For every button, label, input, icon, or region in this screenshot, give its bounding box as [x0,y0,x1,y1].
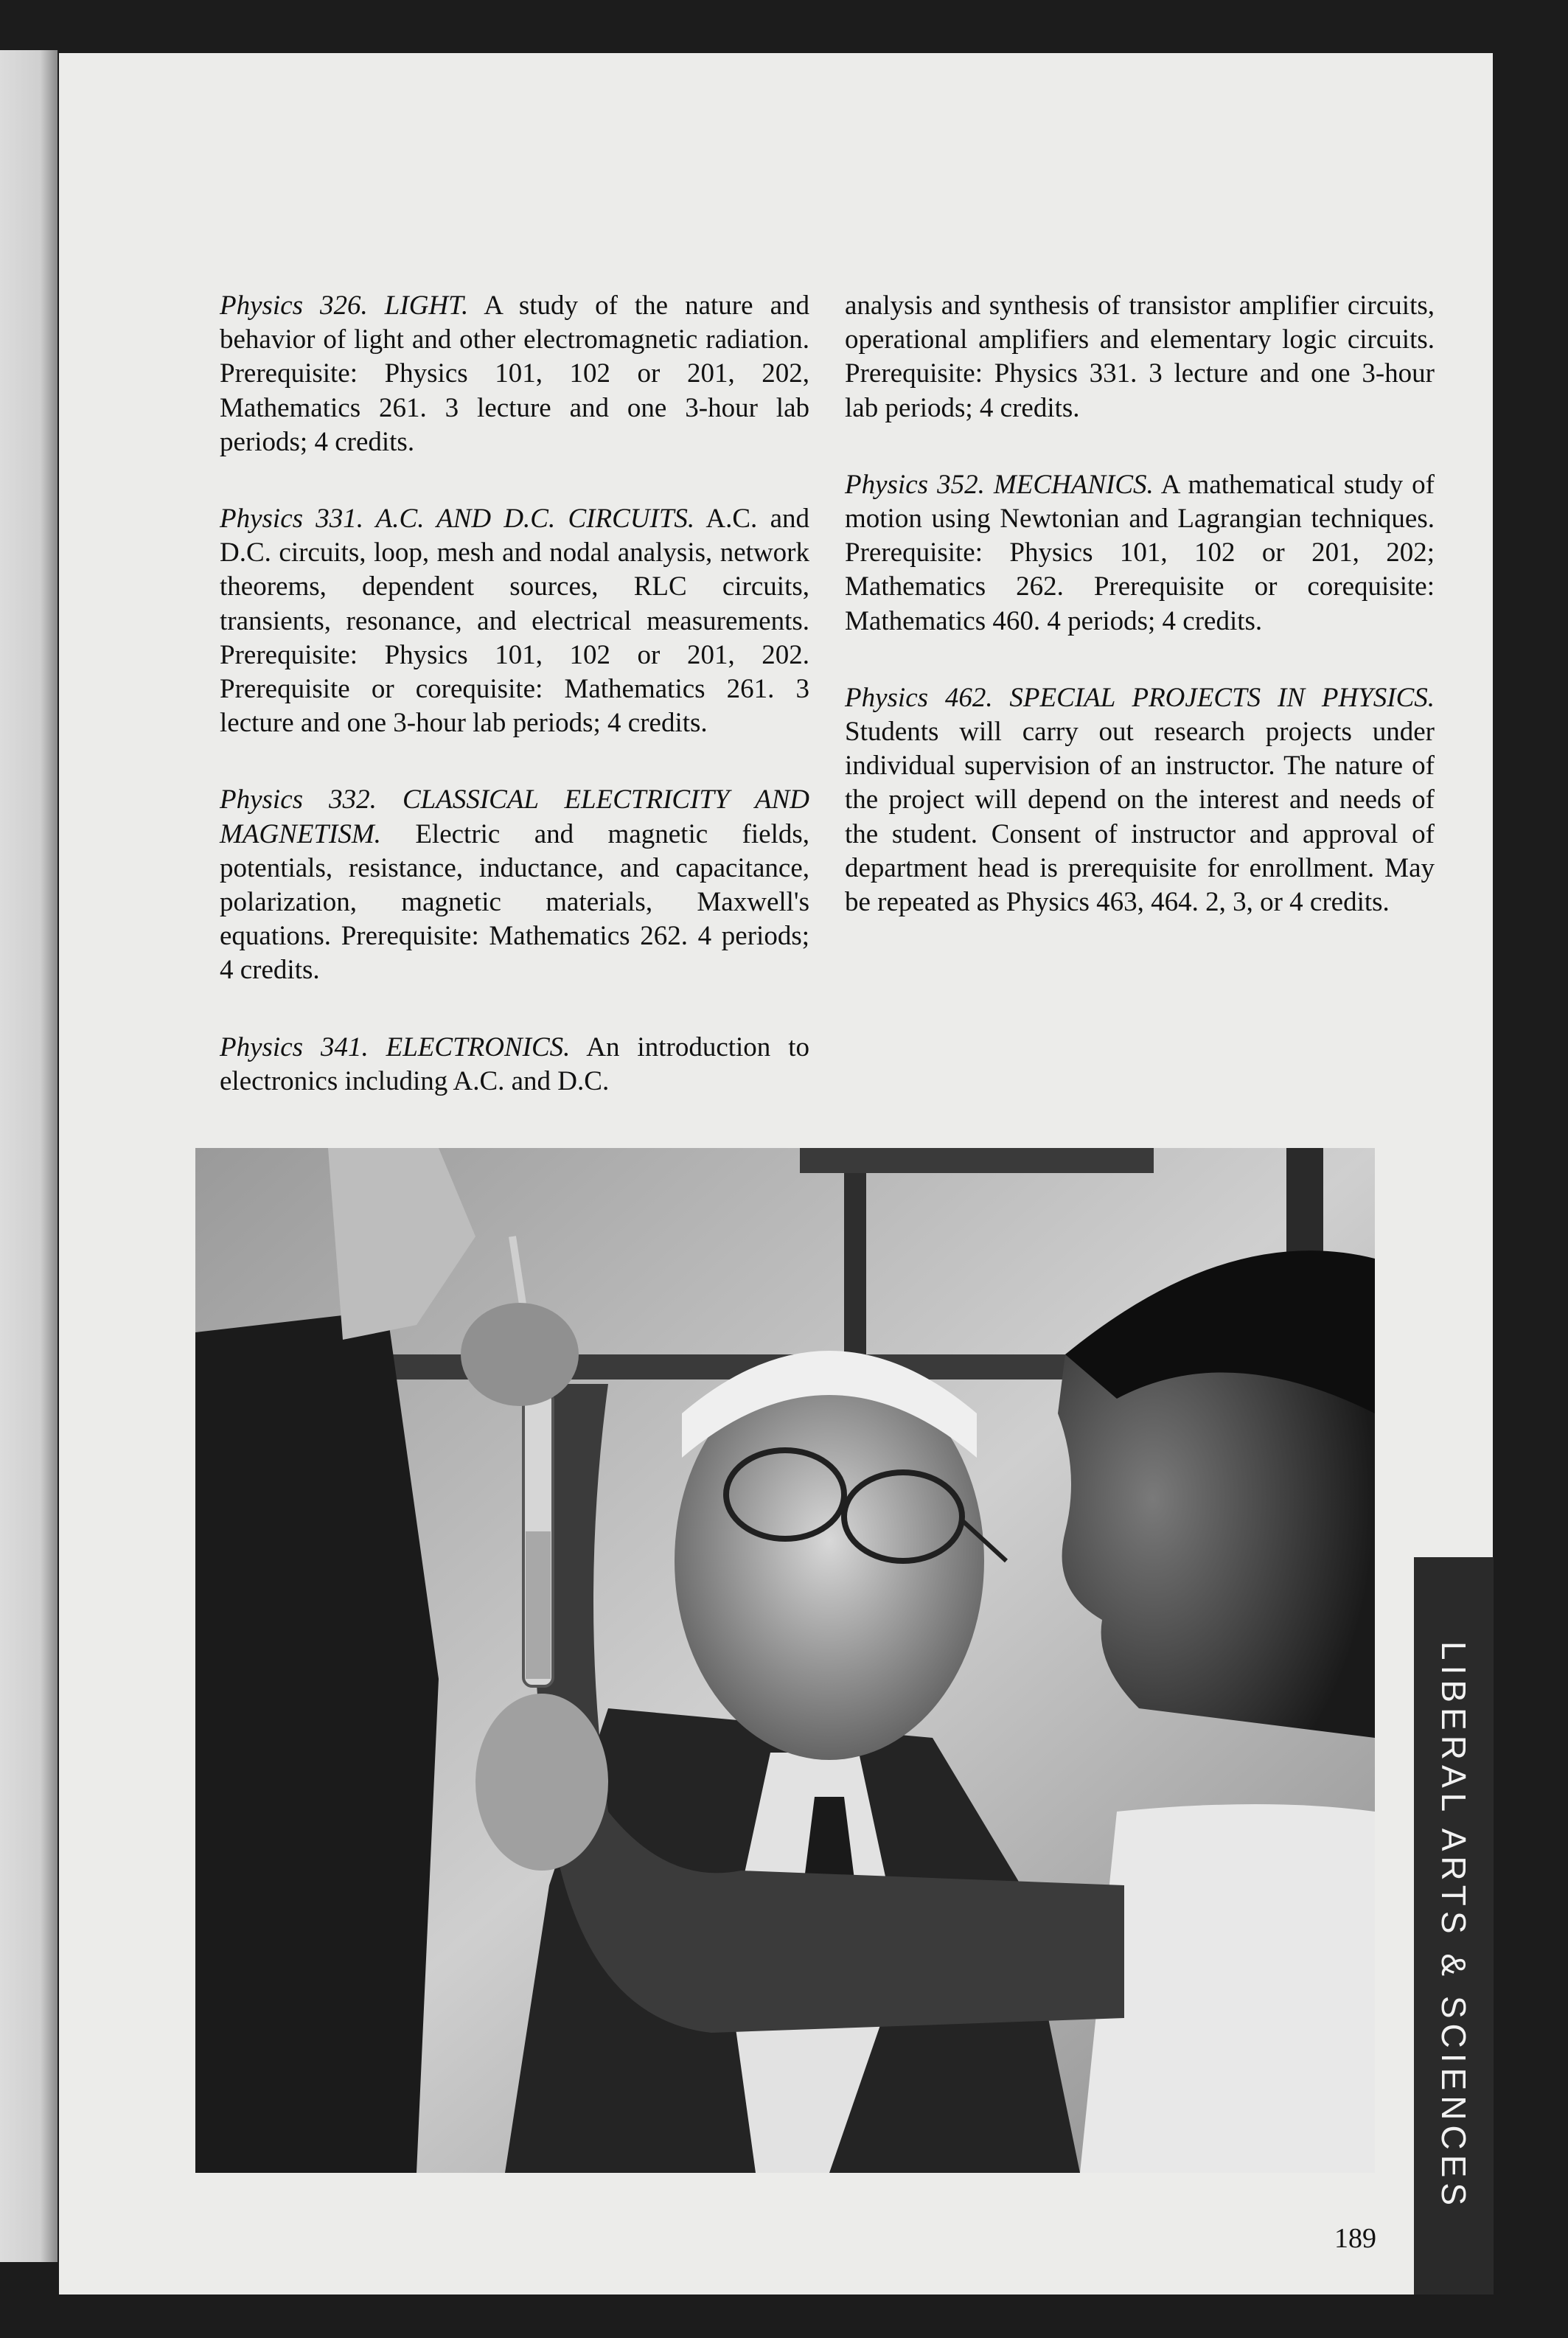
course-description: Electric and magnetic fields, potentials, resistance, inductance, and capacitance, polarization, magnetic materials, Maxwell's equations. Prerequisite: Mathematics 262. 4 periods; 4 credits. [220,818,810,986]
course-heading: Physics 331. A.C. AND D.C. CIRCUITS. [220,504,695,535]
course-entry-physics-341 [220,1031,809,1099]
course-heading: Physics 352. MECHANICS. [845,469,1154,500]
course-heading: Physics 332. CLASSICAL ELECTRICITY AND MAGNETISM. [220,784,809,849]
course-entry-physics-326 [220,289,809,459]
catalog-page [59,53,1493,2294]
course-heading: Physics 341. ELECTRONICS. [220,1031,571,1062]
course-entry-physics-332 [220,783,809,987]
course-heading: Physics 462. SPECIAL PROJECTS IN PHYSICS. [845,682,1435,713]
course-description: A study of the nature and behavior of light and other electromagnetic radiation. Prerequisite: Physics 101, 102 or 201, 202, Mathematics 261. 3 lecture and one 3-hour lab periods; 4 credits. [220,290,809,457]
course-description: A mathematical study of motion using Newtonian and Lagrangian techniques. Prerequisite: Physics 101, 102 or 201, 202; Mathematics 262. Prerequisite or corequisite: Mathematics 460. 4 periods; 4 credits. [845,469,1435,636]
course-description: An introduction to electronics including A.C. and D.C. [220,1031,809,1096]
course-entry-physics-352 [845,468,1435,639]
lab-photograph [195,1148,1375,2173]
course-entry-physics-341-continued [845,289,1435,425]
lab-photograph-illustration [195,1148,1375,2173]
section-side-tab-label: LIBERAL ARTS & SCIENCES [1435,1641,1473,2211]
course-description: analysis and synthesis of transistor amplifier circuits, operational amplifiers and elementary logic circuits. Prerequisite: Physics 331. 3 lecture and one 3-hour lab periods; 4 credits. [845,290,1435,423]
page-number: 189 [1334,2223,1376,2254]
left-column [220,289,809,1141]
section-side-tab [1414,1557,1494,2294]
course-entry-physics-331 [220,502,809,740]
course-description: A.C. and D.C. circuits, loop, mesh and nodal analysis, network theorems, dependent sources, RLC circuits, transients, resonance, and electrical measurements. Prerequisite: Physics 101, 102 or 201, 202. Prerequisite or corequisite: Mathematics 261. 3 lecture and one 3-hour lab periods; 4 credits. [220,504,810,739]
course-description: Students will carry out research projects under individual supervision of an instructor. The nature of the project will depend on the interest and needs of the student. Consent of instructor and approval of department head is prerequisite for enrollment. May be repeated as Physics 463, 464. 2, 3, or 4 credits. [845,717,1435,918]
course-entry-physics-462 [845,681,1435,919]
previous-page-edge [0,50,58,2262]
right-column [845,289,1435,962]
course-heading: Physics 326. LIGHT. [220,290,469,321]
